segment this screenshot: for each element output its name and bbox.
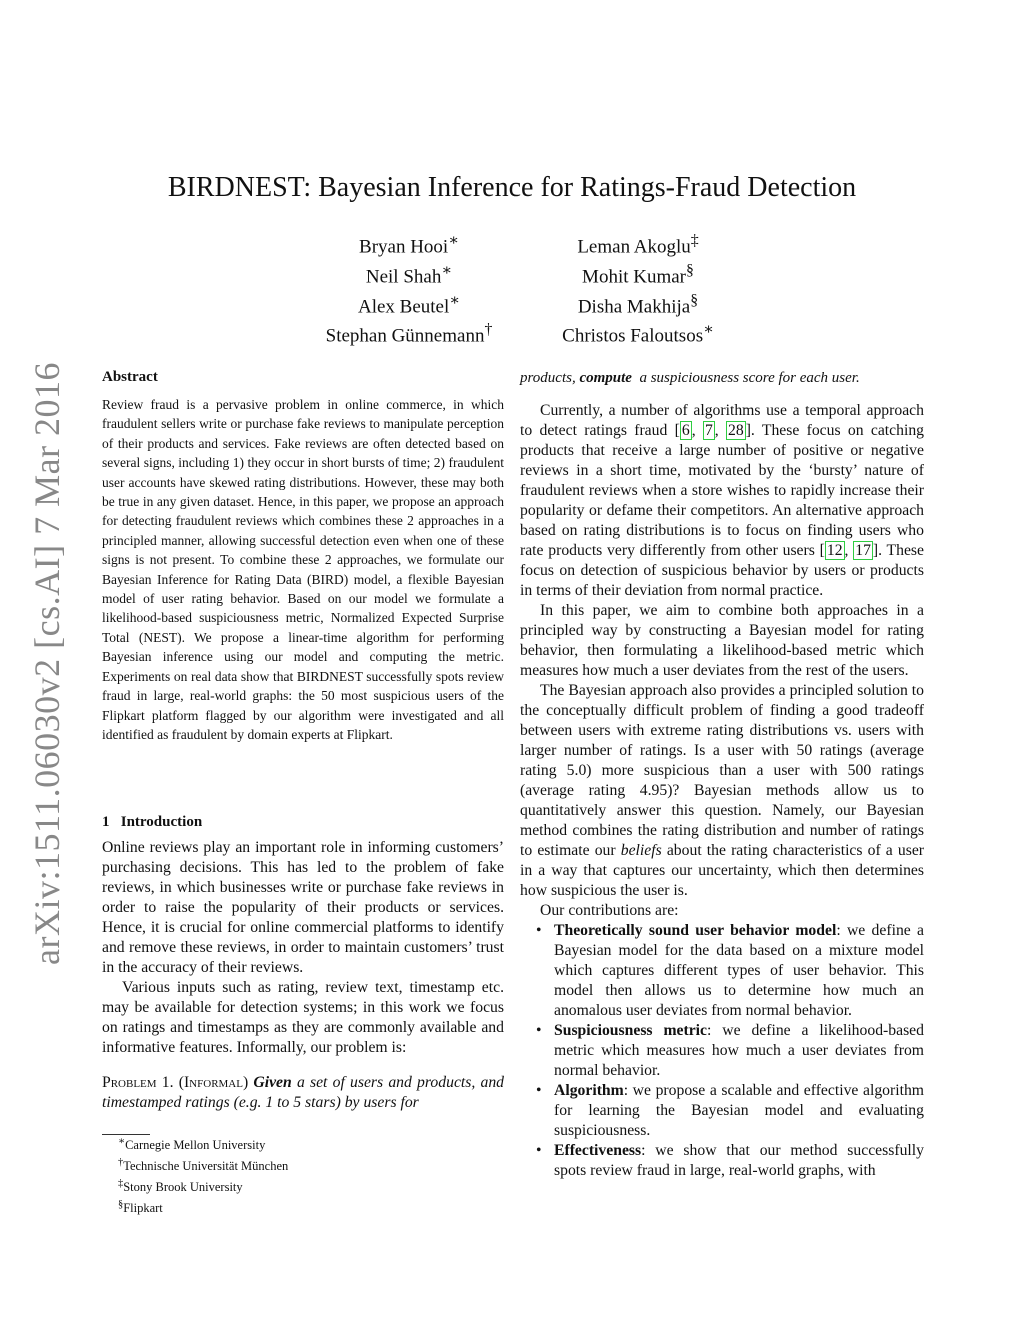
abstract-heading: Abstract [102,369,158,385]
citation-link[interactable]: 6 [681,422,690,439]
footnotes [118,1133,498,1218]
author: Christos Faloutsos∗ [562,321,714,347]
list-item: • Algorithm: we propose a scalable and effective algorithm for learning the Bayesian model and evaluating suspiciousness. [536,1082,924,1139]
abstract-text: Review fraud is a pervasive problem in online commerce, in which fraudulent sellers write or purchase fake reviews to manipulate perception of their products and services. Fake reviews are often detected based on several signs, including 1) they occur in short bursts of time; 2) fraudulent user accounts have skewed rating distributions. However, these may both be true in any given dataset. Hence, in this paper, we propose an approach for detecting fraudulent reviews which combines these 2 approaches in a principled manner, allowing successful detection even when one of these signs is not present. To combine these 2 approaches, we formulate our Bayesian Inference for Rating Data (BIRD) model, a flexible Bayesian model of user rating behavior. Based on our model we formulate a likelihood-based suspiciousness metric, Normalized Expected Surprise Total (NEST). We propose a linear-time algorithm for performing Bayesian inference using our model and computing the metric. Experiments on real data show that BIRDNEST successfully spots review fraud in large, real-world graphs: the 50 most suspicious users of the Flipkart platform flagged by our algorithm were investigated and all identified as fraudulent by domain experts at Flipkart. [102,397,504,742]
citation-link[interactable]: 28 [728,422,744,439]
footnote: §Flipkart [118,1199,163,1216]
footnote: †Technische Universität München [118,1157,289,1174]
citation-link[interactable]: 12 [826,542,843,559]
right-body [520,401,924,1181]
paragraph: Currently, a number of algorithms use a temporal approach to detect ratings fraud [ 6 , 7 , 28 ]. These focus on catching products that receive a large number of positive or negative reviews in a short time, motivated by the ‘bursty’ nature of fraudulent reviews when a store wishes to rapidly increase their popularity or defame their competitors. An alternative approach based on rating distributions is to focus on finding users who rate products very differently from other users [ 12 , 17 ]. These focus on detection of suspicious behavior by users or products in terms of their deviation from normal practice. [520,402,925,599]
footnote: ∗Carnegie Mellon University [118,1136,266,1153]
author: Alex Beutel∗ [357,291,461,317]
citation-link[interactable]: 17 [855,542,871,559]
list-item: • Suspiciousness metric: we define a likelihood-based metric which measures how much a user deviates from normal behavior. [536,1022,924,1079]
paragraph: The Bayesian approach also provides a principled solution to the conceptually difficult problem of finding a good tradeoff between users with extreme rating distributions vs. users with larger number of ratings. Is a user with 50 ratings (average rating 5.0) more suspicious than a user with 500 ratings (average rating 4.95)? Bayesian methods allow us to quantitatively answer this question. Namely, our Bayesian method combines the rating distribution and number of ratings to estimate our beliefs about the rating characteristics of a user in a way that captures our uncertainty, which then determines how suspicious the user is. [520,682,925,899]
paper-title: BIRDNEST: Bayesian Inference for Ratings-Fraud Detection [167,172,857,203]
citation-link[interactable]: 7 [704,422,713,439]
paragraph: Our contributions are: [540,902,679,919]
author-list-left [296,229,522,348]
arxiv-stamp: arXiv:1511.06030v2 [cs.AI] 7 Mar 2016 [27,361,67,965]
author: Bryan Hooi∗ [359,232,459,258]
list-item: • Theoretically sound user behavior model: we define a Bayesian model for the data based on a mixture model which captures different types of user behavior. This model then allows us to determine how much an anomalous user deviates from normal behavior. [536,922,925,1019]
author: Leman Akoglu‡ [577,232,699,258]
paragraph: In this paper, we aim to combine both approaches in a principled way by constructing a Bayesian model for rating behavior, then formulating a likelihood-based metric which measures how much a user deviates from the rest of the users. [520,602,924,679]
author-list-right [526,229,750,348]
introduction-body [102,838,504,1058]
problem-statement: Problem 1. (Informal) Given a set of users and products, and timestamped ratings (e.g. 1 to 5 stars) by users for [102,1074,505,1111]
footnote: ‡Stony Brook University [118,1178,243,1195]
paragraph: Various inputs such as rating, review text, timestamp etc. may be available for detection systems; in this work we focus on ratings and timestamps as they are commonly available and informative features. Informally, our problem is: [102,979,504,1056]
list-item: • Effectiveness: we show that our method successfully spots review fraud in large, real-world graphs, with [536,1142,924,1179]
author: Disha Makhija§ [577,291,699,317]
author: Stephan Günnemann† [325,321,493,347]
paragraph: Online reviews play an important role in informing customers’ purchasing decisions. This has led to the problem of fake reviews, in which businesses write or purchase fake reviews in order to raise the popularity of their products or services. Hence, it is crucial for online commercial platforms to identify and remove these reviews, in order to maintain customers’ trust in the accuracy of their reviews. [102,839,504,976]
contributions-list [520,921,924,1181]
author: Mohit Kumar§ [582,261,694,288]
section-heading-introduction: 1 Introduction [102,814,203,830]
problem-statement-continued: products, compute a suspiciousness score for each user. [520,370,860,386]
author: Neil Shah∗ [365,261,453,288]
